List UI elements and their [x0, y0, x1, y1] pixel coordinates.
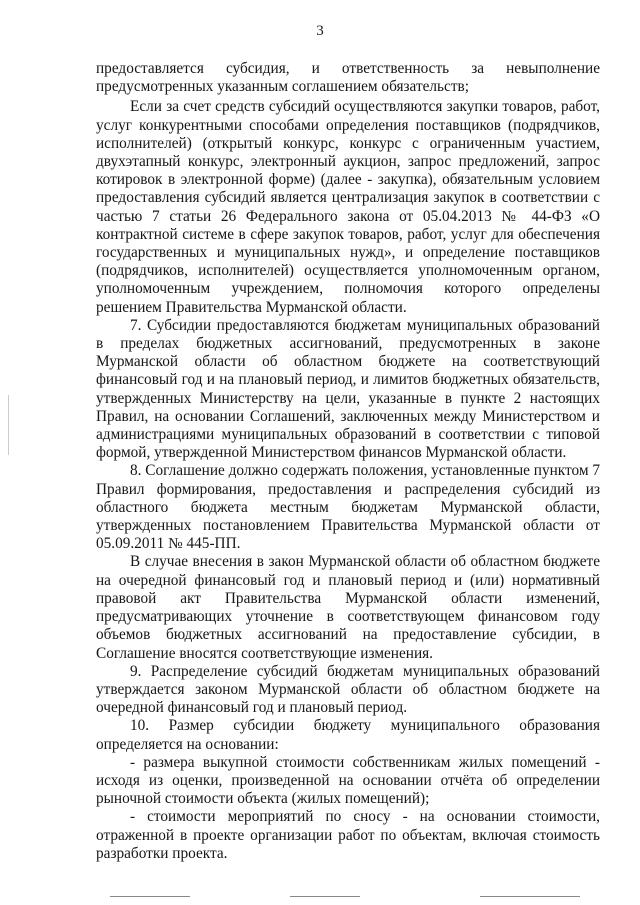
paragraph-centralized-procurement: Если за счет средств субсидий осуществляются закупки товаров, работ, услуг конкурентными способами определения поставщиков (подрядчиков, исполнителей) (открытый конкурс, конкурс с ограниченным участием, двухэтапный конкурс, электронный аукцион, запрос предложений, запрос котировок в электронной форме) (далее - закупка), обязательным условием предоставления субсидий является централизация закупок в соответствии с частью 7 статьи 26 Федерального закона от 05.04.2013 № 44-ФЗ «О контрактной системе в сфере закупок товаров, работ, услуг для обеспечения государственных и муниципальных нужд», и определение поставщиков (подрядчиков, исполнителей) осуществляется уполномоченным органом, уполномоченным учреждением, полномочия которого определены решением Правительства Мурманской области.: [96, 98, 600, 316]
list-item-buyout-cost: - размера выкупной стоимости собственникам жилых помещений - исходя из оценки, произведенной на основании отчёта об определении рыночной стоимости объекта (жилых помещений);: [96, 753, 600, 808]
paragraph-continuation: предоставляется субсидия, и ответственность за невыполнение предусмотренных указанным соглашением обязательств;: [96, 60, 600, 96]
paragraph-amendments: В случае внесения в закон Мурманской области об областном бюджете на очередной финансовый год и плановый период и (или) нормативный правовой акт Правительства Мурманской области изменений, предусматривающих уточнение в соответствующем финансовом году объемов бюджетных ассигнований на предоставление субсидии, в Соглашение вносятся соответствующие изменения.: [96, 553, 600, 662]
page-number: 3: [316, 23, 324, 39]
document-body: [96, 60, 600, 863]
footer-rule-middle: [290, 896, 360, 897]
list-item-demolition-cost: - стоимости мероприятий по сносу - на основании стоимости, отраженной в проекте организации работ по объектам, включая стоимость разработки проекта.: [96, 808, 600, 862]
paragraph-item-10: 10. Размер субсидии бюджету муниципального образования определяется на основании:: [96, 717, 600, 753]
footer-rule-right: [480, 896, 580, 897]
paragraph-item-8: 8. Соглашение должно содержать положения, установленные пунктом 7 Правил формирования, предоставления и распределения субсидий из областного бюджета местным бюджетам Мурманской области, утвержденных постановлением Правительства Мурманской области от 05.09.2011 № 445-ПП.: [96, 462, 601, 553]
paragraph-item-7: 7. Субсидии предоставляются бюджетам муниципальных образований в пределах бюджетных ассигнований, предусмотренных в законе Мурманской области об областном бюджете на соответствующий финансовый год и на плановый период, и лимитов бюджетных обязательств, утвержденных Министерству на цели, указанные в пункте 2 настоящих Правил, на основании Соглашений, заключенных между Министерством и администрациями муниципальных образований в соответствии с типовой формой, утвержденной Министерством финансов Мурманской области.: [96, 316, 600, 462]
footer-rule-left: [110, 896, 190, 897]
scan-margin-mark: [8, 395, 9, 455]
paragraph-item-9: 9. Распределение субсидий бюджетам муниципальных образований утверждается законом Мурманской области об областном бюджете на очередной финансовый год и плановый период.: [96, 662, 600, 717]
